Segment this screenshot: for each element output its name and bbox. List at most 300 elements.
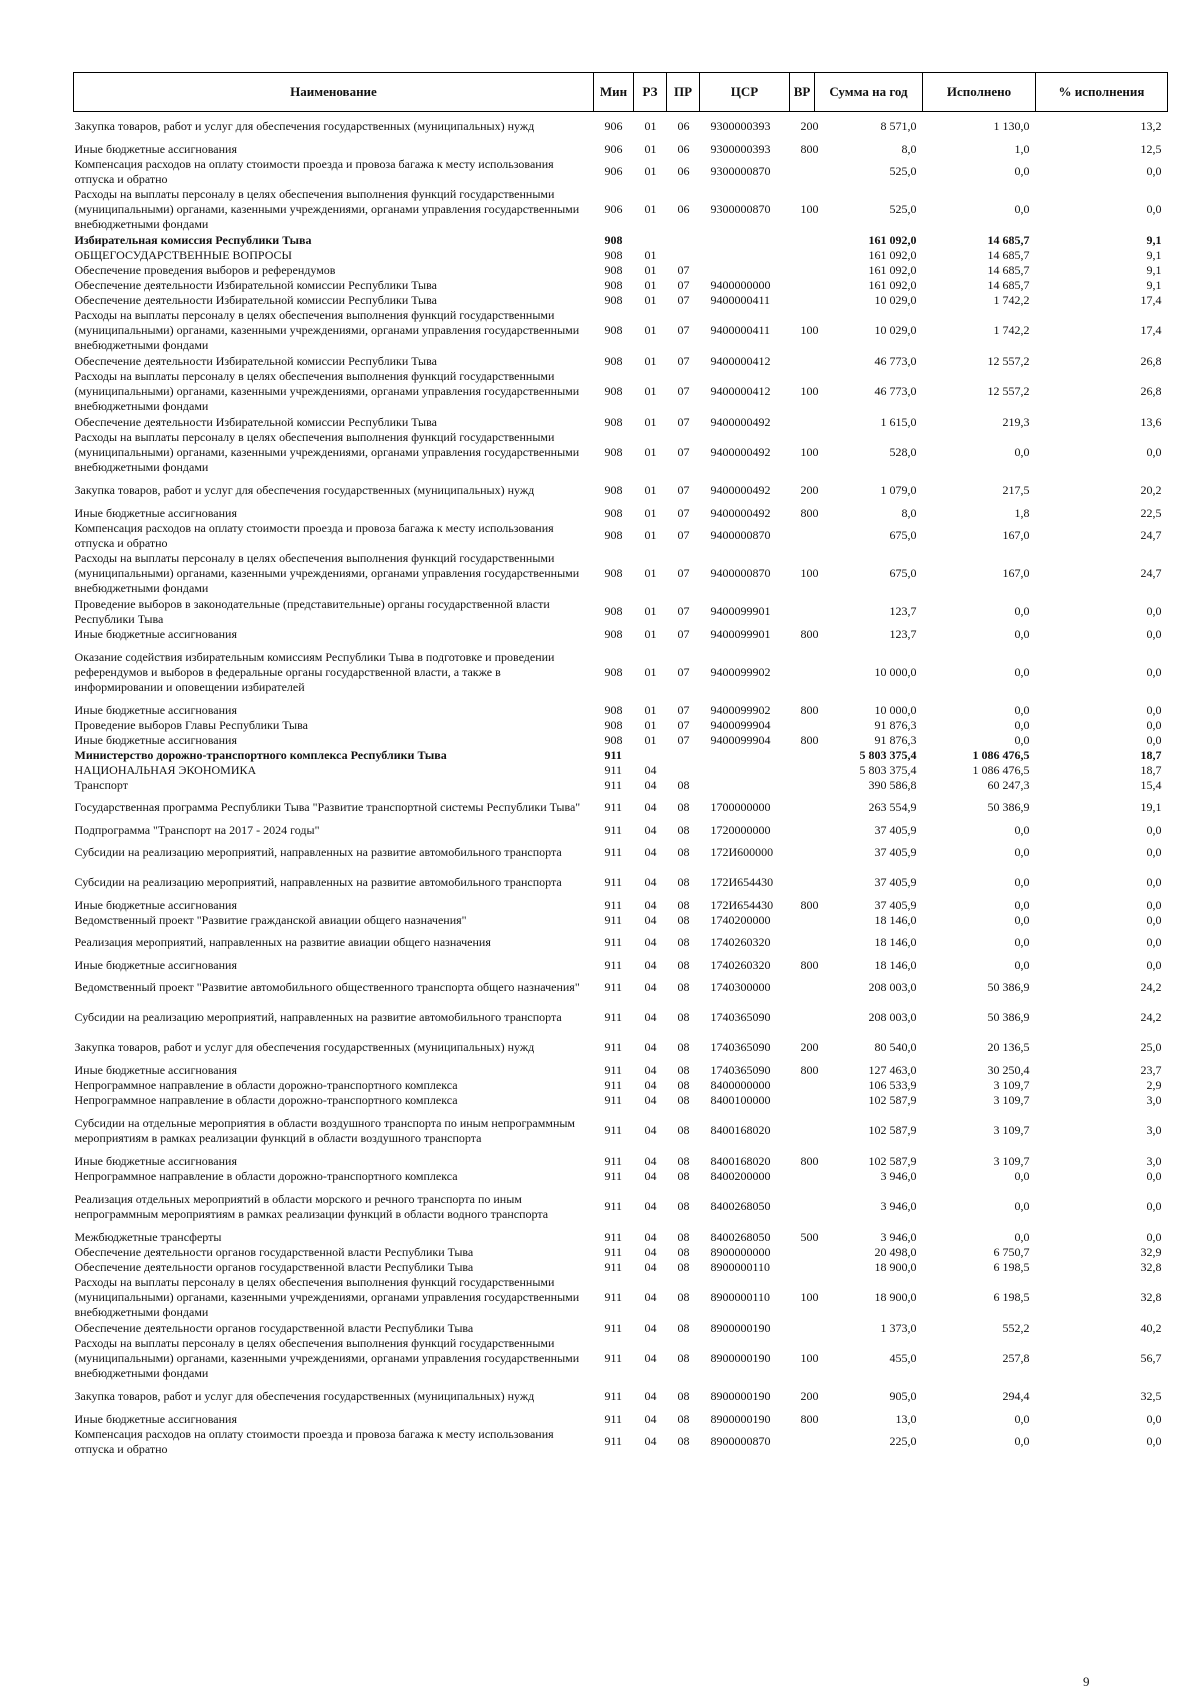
row-done: 257,8	[1002, 1351, 1030, 1365]
row-name: Иные бюджетные ассигнования	[74, 897, 237, 912]
row-min: 906	[604, 202, 623, 216]
row-vr	[790, 868, 815, 898]
row-csr: 9400099904	[710, 732, 771, 747]
row-pct: 40,2	[1140, 1320, 1162, 1335]
row-done: 0,0	[1014, 912, 1030, 927]
row-min: 911	[604, 1259, 623, 1274]
row-done: 167,0	[1002, 566, 1030, 580]
row-rz: 04	[644, 1389, 657, 1403]
row-done: 0,0	[1014, 717, 1030, 732]
row-name: Расходы на выплаты персоналу в целях обеспечения выполнения функций государственными (муниципальными) органами, казенными учреждениями, органами управления государственными внебюджетными фондами	[74, 551, 580, 595]
header-pr: ПР	[667, 73, 700, 112]
table-row	[74, 248, 1168, 263]
row-sum: 123,7	[889, 626, 917, 641]
row-name: Ведомственный проект "Развитие гражданской авиации общего назначения"	[74, 912, 467, 927]
row-done: 6 750,7	[993, 1244, 1030, 1259]
row-pct: 0,0	[1146, 935, 1162, 949]
table-row	[74, 1260, 1168, 1275]
row-pr: 08	[677, 1320, 690, 1335]
row-sum: 225,0	[889, 1434, 917, 1448]
table-row	[74, 763, 1168, 778]
row-csr: 172И654430	[710, 897, 774, 912]
header-rz: РЗ	[634, 73, 667, 112]
row-min: 911	[604, 1199, 623, 1213]
row-pr: 08	[677, 822, 690, 837]
row-csr: 9400099904	[710, 717, 771, 732]
row-vr	[790, 763, 815, 778]
row-vr	[790, 778, 815, 793]
row-pr: 07	[677, 664, 690, 679]
row-csr: 8900000190	[710, 1411, 771, 1426]
row-csr: 8900000000	[710, 1244, 771, 1259]
row-sum: 91 876,3	[874, 732, 917, 747]
row-name: Обеспечение деятельности Избирательной комиссии Республики Тыва	[74, 277, 437, 292]
row-pct: 19,1	[1140, 800, 1162, 814]
table-row	[74, 1003, 1168, 1033]
row-done: 0,0	[1014, 822, 1030, 837]
row-vr	[790, 913, 815, 928]
row-csr: 9400000492	[710, 505, 771, 520]
row-done: 0,0	[1014, 1229, 1030, 1244]
row-rz: 01	[644, 262, 657, 277]
row-name: Оказание содействия избирательным комиссиям Республики Тыва в подготовке и проведении референдумов и выборов в федеральные органы государственной власти, а также в информировании и оповещении избирателей	[74, 649, 555, 694]
row-sum: 3 946,0	[880, 1199, 917, 1213]
row-pr: 08	[677, 1244, 690, 1259]
row-pct: 24,2	[1140, 1010, 1162, 1024]
table-row	[74, 278, 1168, 293]
row-done: 12 557,2	[987, 353, 1030, 368]
row-vr: 200	[800, 1389, 819, 1403]
row-done: 0,0	[1014, 1199, 1030, 1213]
row-pct: 0,0	[1146, 604, 1162, 618]
row-done: 30 250,4	[987, 1062, 1030, 1077]
row-pr: 08	[677, 800, 690, 814]
row-sum: 37 405,9	[874, 897, 917, 912]
row-name: Подпрограмма "Транспорт на 2017 - 2024 годы"	[74, 822, 320, 837]
row-rz: 04	[644, 1244, 657, 1259]
row-pr: 08	[677, 1389, 690, 1403]
row-sum: 208 003,0	[868, 1010, 917, 1024]
row-csr: 9400099902	[710, 702, 771, 717]
row-pr: 07	[677, 483, 690, 497]
row-pct: 0,0	[1146, 1434, 1162, 1448]
row-sum: 1 079,0	[880, 483, 917, 497]
row-min: 911	[604, 1389, 623, 1403]
row-pr	[667, 748, 700, 763]
table-row	[74, 430, 1168, 476]
row-rz: 04	[644, 1351, 657, 1365]
row-min: 908	[604, 732, 623, 747]
row-name: Непрограммное направление в области дорожно-транспортного комплекса	[74, 1077, 458, 1092]
row-done: 12 557,2	[987, 384, 1030, 398]
row-sum: 18 900,0	[874, 1290, 917, 1304]
row-done: 3 109,7	[993, 1092, 1030, 1107]
row-name: Расходы на выплаты персоналу в целях обеспечения выполнения функций государственными (муниципальными) органами, казенными учреждениями, органами управления государственными внебюджетными фондами	[74, 308, 580, 352]
row-rz: 04	[644, 777, 657, 792]
row-sum: 80 540,0	[874, 1040, 917, 1054]
row-pr: 06	[677, 141, 690, 156]
row-sum: 10 000,0	[874, 664, 917, 679]
row-pr: 07	[677, 505, 690, 520]
table-row	[74, 703, 1168, 718]
row-csr	[700, 248, 790, 263]
row-rz: 04	[644, 1199, 657, 1213]
row-rz: 01	[644, 277, 657, 292]
row-pct: 0,0	[1146, 445, 1162, 459]
table-row	[74, 718, 1168, 733]
row-min: 911	[604, 1229, 623, 1244]
row-min: 911	[604, 1320, 623, 1335]
row-sum: 10 000,0	[874, 702, 917, 717]
row-vr	[790, 521, 815, 551]
row-name: Субсидии на реализацию мероприятий, направленных на развитие автомобильного транспорта	[74, 845, 562, 859]
row-name: Закупка товаров, работ и услуг для обеспечения государственных (муниципальных) нужд	[74, 483, 535, 497]
row-pr: 08	[677, 1229, 690, 1244]
row-min: 911	[604, 1123, 623, 1137]
row-pct: 0,0	[1146, 664, 1162, 679]
row-min: 908	[604, 702, 623, 717]
row-vr	[790, 973, 815, 1003]
row-vr	[790, 1078, 815, 1093]
row-done: 3 109,7	[993, 1153, 1030, 1168]
row-vr: 100	[800, 323, 819, 337]
row-rz: 04	[644, 800, 657, 814]
row-csr: 1740260320	[710, 935, 771, 949]
row-rz: 04	[644, 897, 657, 912]
header-done: Исполнено	[923, 73, 1036, 112]
row-csr: 8400168020	[710, 1123, 771, 1137]
row-sum: 102 587,9	[868, 1123, 917, 1137]
row-pr: 08	[677, 1123, 690, 1137]
row-done: 0,0	[1014, 1168, 1030, 1183]
row-vr	[790, 263, 815, 278]
row-name: Иные бюджетные ассигнования	[74, 141, 237, 156]
row-rz: 01	[644, 247, 657, 262]
row-sum: 91 876,3	[874, 717, 917, 732]
table-body	[74, 112, 1168, 1457]
row-sum: 18 146,0	[874, 912, 917, 927]
row-done: 14 685,7	[987, 247, 1030, 262]
row-rz: 01	[644, 702, 657, 717]
row-pct: 24,7	[1140, 528, 1162, 542]
row-csr: 1720000000	[710, 822, 771, 837]
row-rz: 01	[644, 566, 657, 580]
row-name: Компенсация расходов на оплату стоимости проезда и провоза багажа к месту использования отпуска и обратно	[74, 156, 554, 186]
table-row	[74, 1184, 1168, 1230]
row-rz: 01	[644, 202, 657, 216]
row-min: 908	[604, 664, 623, 679]
row-pr	[667, 233, 700, 248]
row-min: 906	[604, 164, 623, 178]
row-sum: 10 029,0	[874, 292, 917, 307]
row-name: Избирательная комиссия Республики Тыва	[74, 232, 312, 247]
row-vr: 800	[800, 626, 819, 641]
row-pct: 0,0	[1146, 702, 1162, 717]
row-sum: 20 498,0	[874, 1244, 917, 1259]
row-sum: 18 146,0	[874, 957, 917, 972]
row-min: 908	[604, 717, 623, 732]
row-pct: 17,4	[1140, 292, 1162, 307]
row-min: 906	[604, 141, 623, 156]
row-pr: 07	[677, 384, 690, 398]
row-min: 908	[604, 414, 623, 429]
row-rz: 04	[644, 1092, 657, 1107]
row-min: 908	[604, 323, 623, 337]
row-sum: 8 571,0	[880, 119, 917, 134]
row-pct: 0,0	[1146, 1411, 1162, 1426]
row-name: Субсидии на реализацию мероприятий, направленных на развитие автомобильного транспорта	[74, 875, 562, 889]
row-name: Ведомственный проект "Развитие автомобильного общественного транспорта общего назначения"	[74, 980, 580, 994]
row-csr	[700, 263, 790, 278]
row-pct: 18,7	[1140, 762, 1162, 777]
row-pr: 08	[677, 1077, 690, 1092]
row-csr: 8900000110	[710, 1259, 771, 1274]
table-row	[74, 642, 1168, 703]
row-pct: 12,5	[1140, 141, 1162, 156]
row-pct: 3,0	[1146, 1092, 1162, 1107]
row-sum: 18 900,0	[874, 1259, 917, 1274]
row-rz: 01	[644, 664, 657, 679]
table-row	[74, 1427, 1168, 1457]
table-row	[74, 1093, 1168, 1108]
table-row	[74, 627, 1168, 642]
row-pr: 08	[677, 935, 690, 949]
row-name: Обеспечение деятельности Избирательной комиссии Республики Тыва	[74, 353, 437, 368]
row-min: 911	[604, 1077, 623, 1092]
row-min: 911	[604, 912, 623, 927]
row-sum: 525,0	[889, 202, 917, 216]
row-vr: 200	[800, 119, 819, 134]
row-name: Закупка товаров, работ и услуг для обеспечения государственных (муниципальных) нужд	[74, 119, 535, 134]
row-csr: 8900000870	[710, 1434, 771, 1448]
row-sum: 161 092,0	[868, 262, 917, 277]
row-csr: 1740300000	[710, 980, 771, 994]
row-min: 911	[604, 875, 623, 889]
row-done: 1 742,2	[993, 292, 1030, 307]
row-name: Реализация отдельных мероприятий в области морского и речного транспорта по иным непрограммным мероприятиям в рамках реализации функций в области водного транспорта	[74, 1191, 549, 1221]
row-done: 0,0	[1014, 957, 1030, 972]
row-rz: 04	[644, 1153, 657, 1168]
row-rz: 01	[644, 445, 657, 459]
row-sum: 675,0	[889, 566, 917, 580]
row-rz: 04	[644, 1123, 657, 1137]
row-min: 908	[604, 604, 623, 618]
row-pr: 06	[677, 202, 690, 216]
row-rz: 04	[644, 1077, 657, 1092]
row-name: Обеспечение деятельности Избирательной комиссии Республики Тыва	[74, 292, 437, 307]
row-done: 0,0	[1014, 897, 1030, 912]
row-pr: 07	[677, 604, 690, 618]
row-rz: 04	[644, 935, 657, 949]
row-done: 0,0	[1014, 845, 1030, 859]
row-done: 0,0	[1014, 875, 1030, 889]
row-pr: 08	[677, 1290, 690, 1304]
table-row	[74, 913, 1168, 928]
row-vr	[790, 1245, 815, 1260]
row-sum: 46 773,0	[874, 384, 917, 398]
table-row	[74, 263, 1168, 278]
table-row	[74, 898, 1168, 913]
row-csr: 9300000870	[710, 164, 771, 178]
row-vr	[790, 748, 815, 763]
row-sum: 5 803 375,4	[859, 762, 917, 777]
row-vr: 100	[800, 1290, 819, 1304]
row-vr	[790, 823, 815, 838]
row-csr	[700, 748, 790, 763]
row-rz: 04	[644, 875, 657, 889]
row-done: 217,5	[1002, 483, 1030, 497]
row-pr: 08	[677, 1259, 690, 1274]
row-sum: 37 405,9	[874, 875, 917, 889]
row-name: Закупка товаров, работ и услуг для обеспечения государственных (муниципальных) нужд	[74, 1389, 535, 1403]
row-csr: 1700000000	[710, 800, 771, 814]
row-sum: 3 946,0	[880, 1229, 917, 1244]
row-rz: 04	[644, 1168, 657, 1183]
table-row	[74, 415, 1168, 430]
row-csr: 8400200000	[710, 1168, 771, 1183]
row-vr	[790, 597, 815, 627]
row-name: Обеспечение деятельности органов государственной власти Республики Тыва	[74, 1259, 474, 1274]
row-rz: 04	[644, 1062, 657, 1077]
row-csr: 1740200000	[710, 912, 771, 927]
row-pct: 0,0	[1146, 732, 1162, 747]
row-pct: 2,9	[1146, 1077, 1162, 1092]
row-name: Расходы на выплаты персоналу в целях обеспечения выполнения функций государственными (муниципальными) органами, казенными учреждениями, органами управления государственными внебюджетными фондами	[74, 1336, 580, 1380]
row-min: 908	[604, 528, 623, 542]
row-min: 911	[604, 1244, 623, 1259]
header-vr: ВР	[790, 73, 815, 112]
table-row	[74, 868, 1168, 898]
table-row	[74, 506, 1168, 521]
row-rz: 04	[644, 1259, 657, 1274]
row-pct: 0,0	[1146, 957, 1162, 972]
row-rz: 01	[644, 323, 657, 337]
table-row	[74, 233, 1168, 248]
row-min: 908	[604, 247, 623, 262]
row-csr: 9400000411	[710, 323, 771, 337]
row-pct: 0,0	[1146, 897, 1162, 912]
row-min: 911	[604, 1290, 623, 1304]
table-row	[74, 1154, 1168, 1169]
row-name: Обеспечение деятельности Избирательной комиссии Республики Тыва	[74, 414, 437, 429]
row-rz: 01	[644, 626, 657, 641]
row-vr: 800	[800, 732, 819, 747]
table-row	[74, 1078, 1168, 1093]
header-pct: % исполнения	[1036, 73, 1168, 112]
row-min: 908	[604, 505, 623, 520]
row-name: Иные бюджетные ассигнования	[74, 957, 237, 972]
row-name: Непрограммное направление в области дорожно-транспортного комплекса	[74, 1092, 458, 1107]
row-vr: 100	[800, 566, 819, 580]
row-csr: 9400000492	[710, 414, 771, 429]
row-pr: 07	[677, 277, 690, 292]
row-sum: 37 405,9	[874, 845, 917, 859]
row-done: 219,3	[1002, 414, 1030, 429]
row-min: 911	[604, 957, 623, 972]
row-name: Министерство дорожно-транспортного комплекса Республики Тыва	[74, 747, 447, 762]
row-min: 911	[604, 777, 623, 792]
row-vr	[790, 1003, 815, 1033]
row-csr: 9400099901	[710, 604, 771, 618]
row-pct: 0,0	[1146, 912, 1162, 927]
table-row	[74, 1382, 1168, 1412]
row-csr: 9400099902	[710, 664, 771, 679]
row-name: Иные бюджетные ассигнования	[74, 1411, 237, 1426]
row-vr: 100	[800, 202, 819, 216]
row-sum: 3 946,0	[880, 1168, 917, 1183]
row-done: 0,0	[1014, 626, 1030, 641]
row-done: 14 685,7	[987, 232, 1030, 247]
row-rz: 01	[644, 141, 657, 156]
row-pct: 26,8	[1140, 353, 1162, 368]
row-pct: 18,7	[1140, 747, 1162, 762]
row-csr: 8900000110	[710, 1290, 771, 1304]
row-vr: 100	[800, 445, 819, 459]
row-name: Иные бюджетные ассигнования	[74, 732, 237, 747]
row-rz: 04	[644, 1040, 657, 1054]
row-pct: 0,0	[1146, 1199, 1162, 1213]
table-row	[74, 1230, 1168, 1245]
row-name: ОБЩЕГОСУДАРСТВЕННЫЕ ВОПРОСЫ	[74, 247, 292, 262]
row-rz: 04	[644, 1010, 657, 1024]
row-rz: 04	[644, 822, 657, 837]
row-pr: 07	[677, 445, 690, 459]
table-header-row	[74, 73, 1168, 112]
row-name: Межбюджетные трансферты	[74, 1229, 222, 1244]
row-pct: 24,2	[1140, 980, 1162, 994]
header-sum: Сумма на год	[815, 73, 923, 112]
row-sum: 106 533,9	[868, 1077, 917, 1092]
row-rz: 04	[644, 912, 657, 927]
row-name: Обеспечение проведения выборов и референдумов	[74, 262, 336, 277]
row-csr: 9400099901	[710, 626, 771, 641]
row-sum: 455,0	[889, 1351, 917, 1365]
row-pr: 08	[677, 1010, 690, 1024]
row-done: 0,0	[1014, 164, 1030, 178]
row-pct: 0,0	[1146, 626, 1162, 641]
row-pr: 08	[677, 1092, 690, 1107]
row-min: 911	[604, 1153, 623, 1168]
row-pr: 08	[677, 1062, 690, 1077]
row-pct: 32,8	[1140, 1259, 1162, 1274]
row-pr: 08	[677, 777, 690, 792]
row-pr: 07	[677, 353, 690, 368]
row-pr: 07	[677, 292, 690, 307]
row-rz: 01	[644, 353, 657, 368]
row-sum: 675,0	[889, 528, 917, 542]
row-done: 3 109,7	[993, 1123, 1030, 1137]
row-pct: 0,0	[1146, 164, 1162, 178]
row-vr	[790, 248, 815, 263]
table-row	[74, 293, 1168, 308]
row-done: 6 198,5	[993, 1290, 1030, 1304]
row-pct: 0,0	[1146, 717, 1162, 732]
row-done: 167,0	[1002, 528, 1030, 542]
row-vr: 800	[800, 702, 819, 717]
row-rz: 04	[644, 1411, 657, 1426]
row-vr: 100	[800, 384, 819, 398]
row-done: 0,0	[1014, 1434, 1030, 1448]
row-pct: 3,0	[1146, 1123, 1162, 1137]
header-name: Наименование	[74, 73, 594, 112]
row-vr: 800	[800, 505, 819, 520]
row-min: 911	[604, 1062, 623, 1077]
row-min: 911	[604, 845, 623, 859]
row-rz: 04	[644, 1290, 657, 1304]
row-name: Проведение выборов в законодательные (представительные) органы государственной власти Республики Тыва	[74, 596, 550, 626]
row-done: 294,4	[1002, 1389, 1030, 1403]
row-rz: 04	[644, 1434, 657, 1448]
